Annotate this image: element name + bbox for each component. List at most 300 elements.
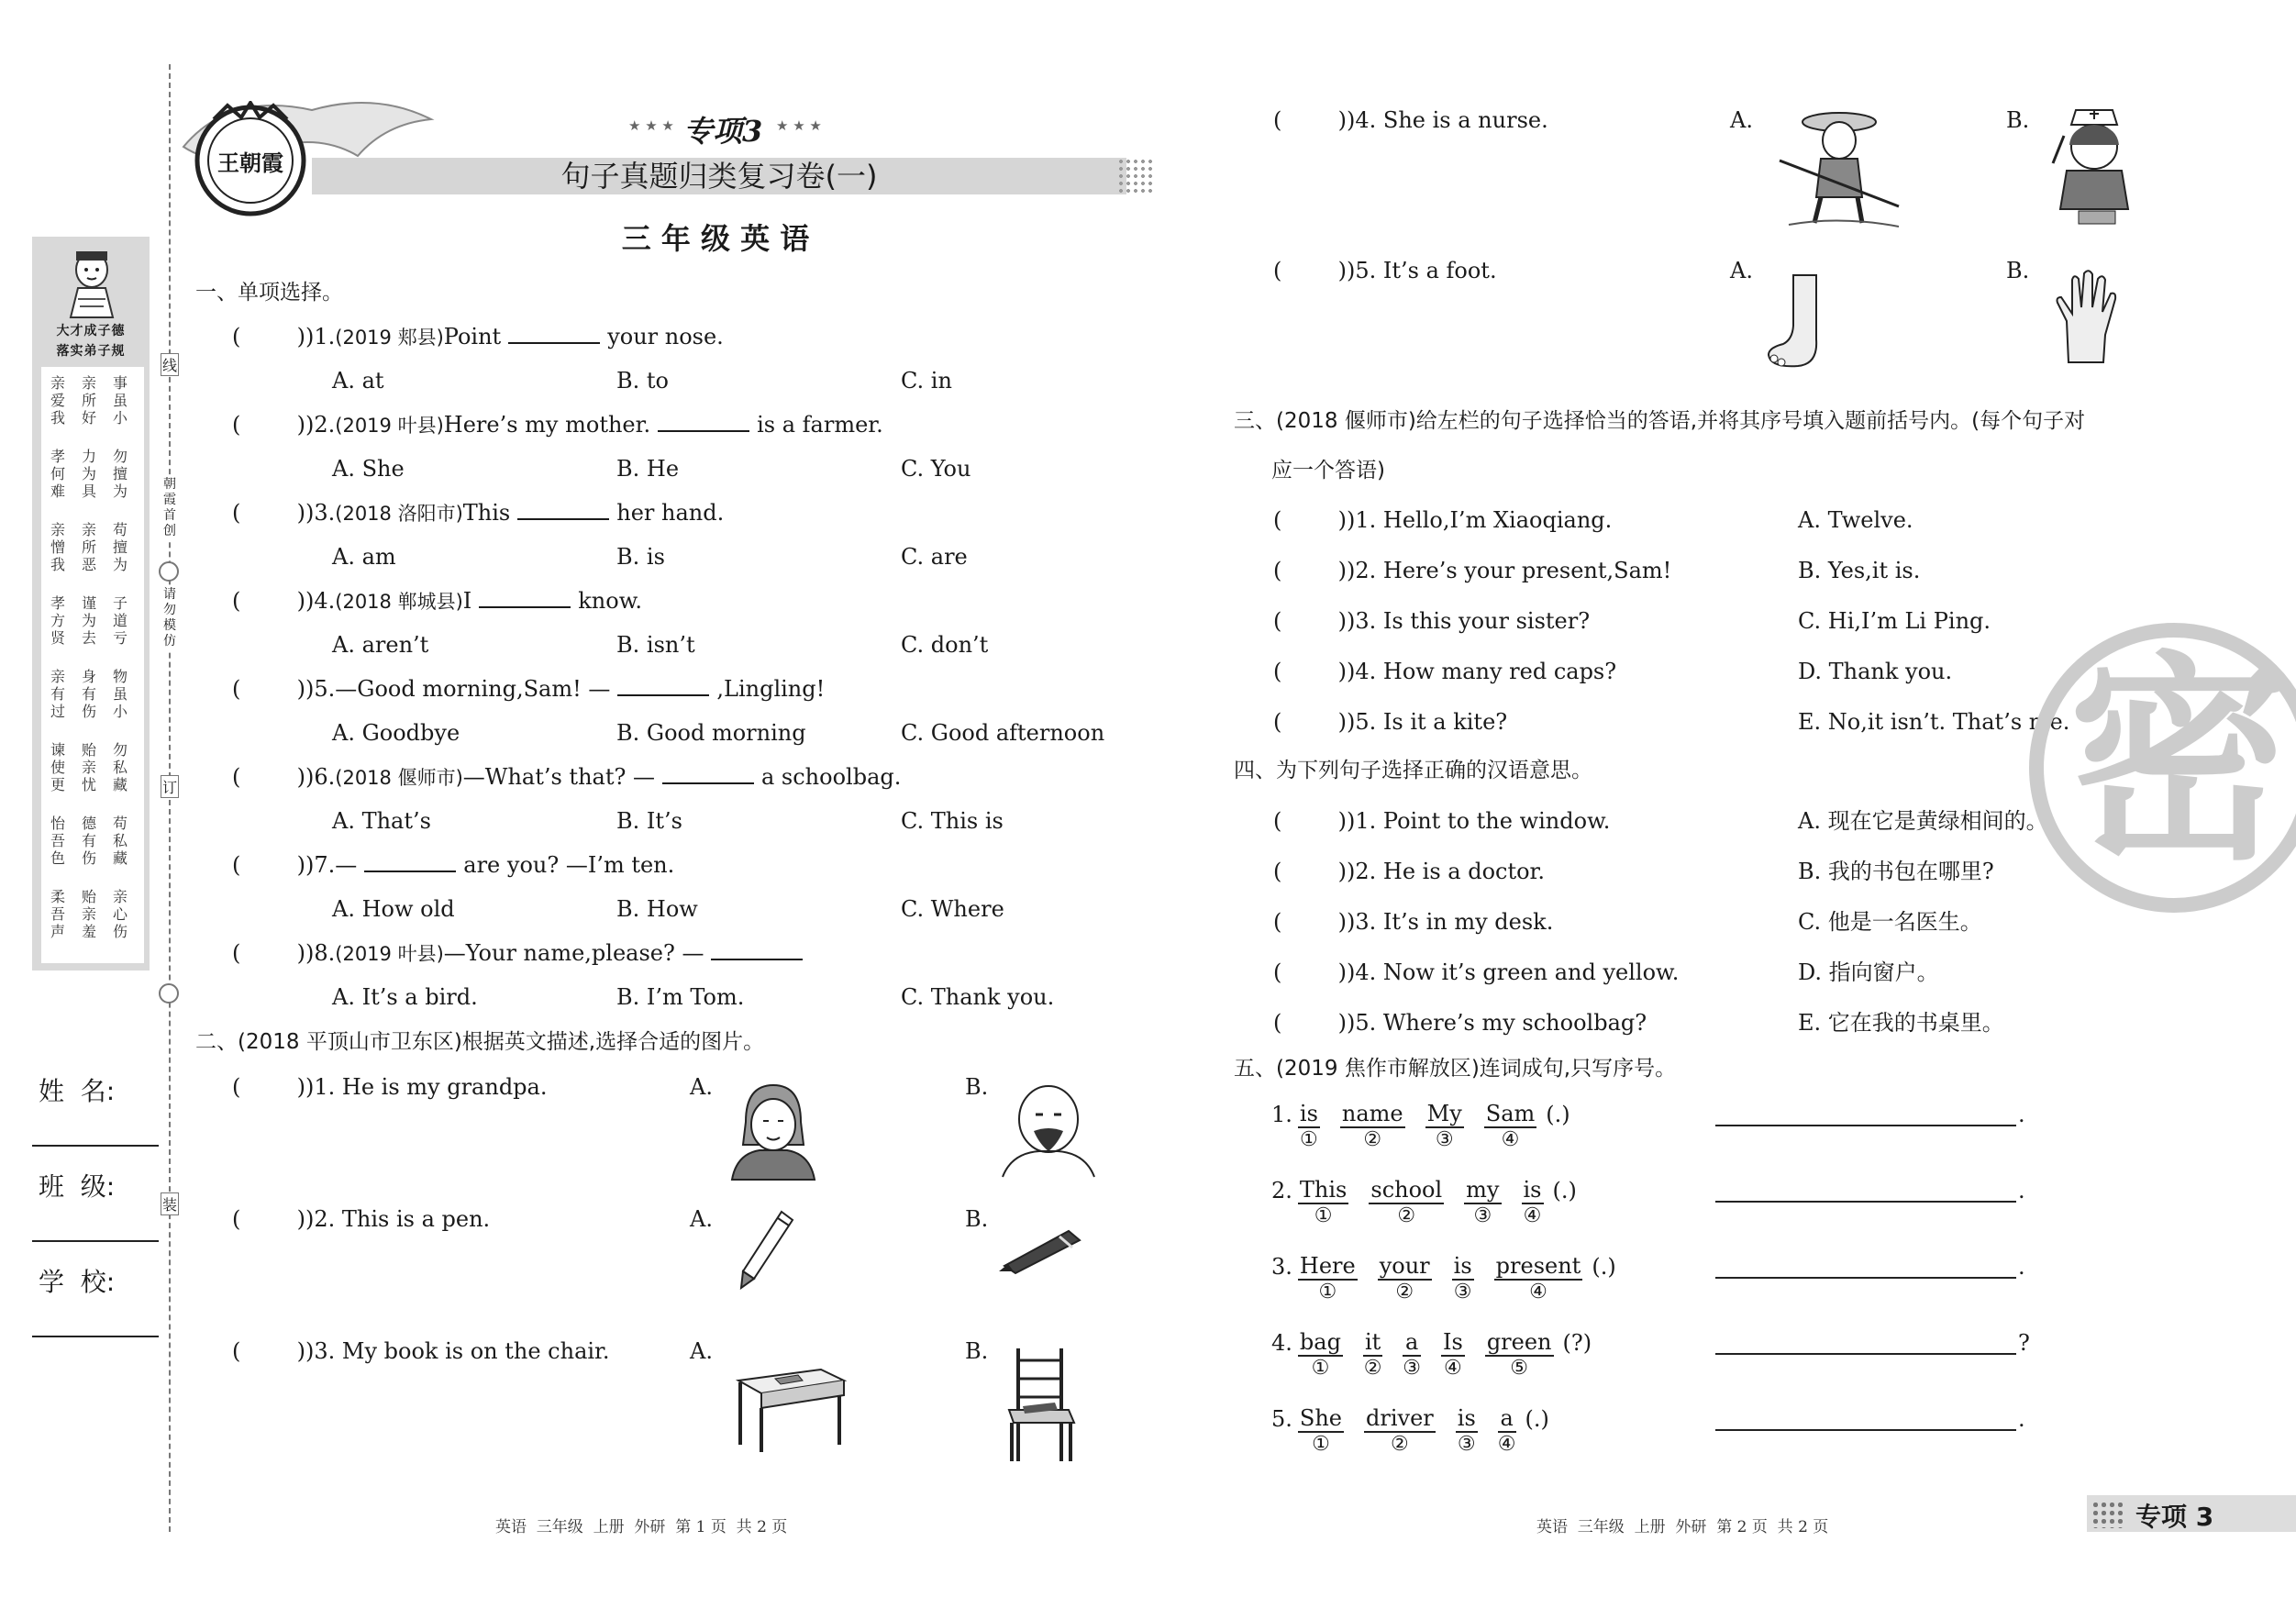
answer-blank[interactable] <box>1273 506 1347 534</box>
word-number: ④ <box>1501 1128 1520 1151</box>
page-title: 句子真题归类复习卷(一) <box>560 159 878 194</box>
word-text: bag <box>1299 1329 1341 1355</box>
word-text: my <box>1466 1177 1500 1203</box>
verse-column <box>80 594 98 647</box>
verse-char: 何 <box>50 465 65 482</box>
s1-q8-option-c[interactable]: C. Thank you. <box>901 984 1055 1010</box>
s1-q4-option-c[interactable]: C. don’t <box>901 632 989 658</box>
question-text-post: a schoolbag. <box>760 764 902 790</box>
verse-column <box>111 594 129 647</box>
answer-blank[interactable] <box>232 851 305 879</box>
word-number: ② <box>1391 1433 1409 1456</box>
verse-char: 吾 <box>50 832 65 849</box>
boy-reading-illustration <box>60 244 124 319</box>
s1-q8-option-a[interactable]: A. It’s a bird. <box>332 984 478 1010</box>
item-number: 3. <box>1271 1254 1292 1280</box>
verse-char: 身 <box>81 668 96 685</box>
pencil-picture <box>734 1207 798 1290</box>
question-text-pre: —Good morning,Sam! — <box>335 676 611 702</box>
s5-item-1 <box>1271 1101 1570 1152</box>
s1-q1-option-c[interactable]: C. in <box>901 368 952 394</box>
foot-picture <box>1761 271 1835 372</box>
scrambled-word <box>1378 1253 1432 1304</box>
fill-blank[interactable] <box>711 942 803 960</box>
verse-char: 怡 <box>50 815 65 832</box>
s1-q7-option-b[interactable]: B. How <box>616 896 698 922</box>
question-number: )5. <box>305 676 336 702</box>
verse-char: 难 <box>50 482 65 500</box>
verse-column <box>111 888 129 940</box>
verse-char: 亲 <box>81 374 96 392</box>
answer-blank[interactable] <box>1273 858 1347 885</box>
header-badge-stars-left: ★ ★ ★ <box>628 117 674 134</box>
verse-char: 为 <box>112 556 128 573</box>
word-text: your <box>1379 1253 1430 1279</box>
verse-char: 色 <box>50 849 65 867</box>
verse-char: 声 <box>50 923 65 940</box>
s2-item-2-a[interactable]: A. <box>690 1206 713 1232</box>
s5-item-2 <box>1271 1177 1577 1228</box>
verse-column <box>49 594 67 647</box>
s2-item-4: ( ))4. She is a nurse. <box>1273 106 1548 134</box>
section4-answer-5: E. 它在我的书桌里。 <box>1798 1010 2004 1036</box>
verse-char: 伤 <box>81 849 96 867</box>
verse-char: 去 <box>81 629 96 647</box>
sidebar-motto-1: 大才成子德 <box>56 324 126 338</box>
scrambled-word <box>1464 1177 1501 1228</box>
verse-char: 谏 <box>50 741 65 759</box>
word-text: present <box>1495 1253 1581 1279</box>
verse-char: 吾 <box>50 905 65 923</box>
answer-line[interactable] <box>1715 1201 2016 1203</box>
answer-blank[interactable] <box>1273 908 1347 936</box>
word-number: ② <box>1395 1281 1414 1303</box>
word-text: Is <box>1443 1329 1463 1355</box>
verse-char: 事 <box>112 374 128 392</box>
word-number: ① <box>1311 1357 1330 1380</box>
verse-char: 物 <box>112 668 128 685</box>
item-text: )3. It’s in my desk. <box>1347 909 1554 935</box>
question-text-pre: I <box>462 588 472 614</box>
hand-picture <box>2050 266 2124 367</box>
scrambled-word <box>1403 1329 1421 1381</box>
word-number: ② <box>1363 1357 1382 1380</box>
section3-answer-1: A. Twelve. <box>1798 507 1913 533</box>
verse-char: 伤 <box>112 923 128 940</box>
header-badge-stars-right: ★ ★ ★ <box>776 117 822 134</box>
verse-char: 使 <box>50 759 65 776</box>
verse-char: 为 <box>81 465 96 482</box>
fill-blank[interactable] <box>479 590 571 608</box>
word-number: ④ <box>1529 1281 1547 1303</box>
verse-char: 忧 <box>81 776 96 793</box>
section3-item-2 <box>1273 557 1671 584</box>
answer-blank[interactable] <box>232 323 305 350</box>
question-text-post: ,Lingling! <box>716 676 826 702</box>
question-text-post: your nose. <box>607 324 724 349</box>
verse-char: 道 <box>112 612 128 629</box>
fold-label-mount: 装 <box>161 1192 179 1215</box>
scrambled-word <box>1485 1329 1554 1381</box>
s1-q3-option-a[interactable]: A. am <box>332 544 396 570</box>
sidebar-motto-2: 落实弟子规 <box>56 344 126 359</box>
s1-question-2 <box>232 411 883 439</box>
fill-blank[interactable] <box>364 854 456 872</box>
header-badge: 专项3 <box>683 114 763 149</box>
s2-item-1-a[interactable]: A. <box>690 1074 713 1100</box>
verse-char: 私 <box>112 759 128 776</box>
answer-blank[interactable] <box>1273 557 1347 584</box>
grandpa-picture <box>993 1078 1104 1179</box>
s1-q5-option-a[interactable]: A. Goodbye <box>332 720 460 746</box>
verse-char: 有 <box>50 685 65 703</box>
section3-answer-2: B. Yes,it is. <box>1798 558 1921 583</box>
item-text: )4. How many red caps? <box>1347 659 1617 684</box>
s1-q7-option-a[interactable]: A. How old <box>332 896 455 922</box>
section5-heading: 五、(2019 焦作市解放区)连词成句,只写序号。 <box>1234 1057 1677 1081</box>
verse-column <box>49 815 67 867</box>
s1-q4-option-a[interactable]: A. aren’t <box>332 632 429 658</box>
answer-end-mark: . <box>2018 1254 2025 1280</box>
word-text: My <box>1426 1101 1462 1126</box>
word-number: ① <box>1312 1433 1330 1456</box>
verse-char: 为 <box>81 612 96 629</box>
section3-answer-4: D. Thank you. <box>1798 659 1953 684</box>
verse-column <box>80 741 98 793</box>
s1-question-7 <box>232 851 674 880</box>
word-number: ① <box>1314 1204 1333 1227</box>
grandma-picture <box>723 1081 824 1181</box>
verse-char: 小 <box>112 409 128 427</box>
word-text: is <box>1299 1101 1318 1126</box>
word-text: is <box>1523 1177 1542 1203</box>
section3-heading-1: 三、(2018 偃师市)给左栏的句子选择恰当的答语,并将其序号填入题前括号内。(每个句子对 <box>1234 409 2086 433</box>
scrambled-word <box>1340 1101 1405 1152</box>
answer-blank[interactable] <box>1273 257 1347 284</box>
name-input-line[interactable] <box>32 1145 159 1147</box>
fill-blank[interactable] <box>517 502 609 520</box>
item-number: 5. <box>1271 1406 1292 1432</box>
answer-blank[interactable] <box>232 675 305 703</box>
verse-column <box>111 521 129 573</box>
verse-column <box>80 448 98 500</box>
section3-item-1 <box>1273 506 1612 534</box>
word-number: ③ <box>1435 1128 1454 1151</box>
brand-logo-text: 王朝霞 <box>217 150 283 176</box>
section4-heading: 四、为下列句子选择正确的汉语意思。 <box>1234 759 1592 782</box>
verse-char: 方 <box>50 612 65 629</box>
s1-q2-option-a[interactable]: A. She <box>332 456 405 482</box>
fill-blank[interactable] <box>617 678 709 696</box>
school-input-line[interactable] <box>32 1336 159 1337</box>
word-text: is <box>1453 1253 1472 1279</box>
verse-char: 伤 <box>81 703 96 720</box>
question-number: )7. <box>305 852 336 878</box>
verse-char: 心 <box>112 905 128 923</box>
sidebar-verses <box>41 367 144 963</box>
word-text: driver <box>1366 1405 1434 1431</box>
question-text-pre: — <box>335 852 358 878</box>
answer-blank[interactable] <box>232 499 305 527</box>
footer-badge: 专项 3 <box>2135 1502 2214 1532</box>
book-on-chair-picture <box>1004 1344 1078 1463</box>
question-text-post: know. <box>578 588 643 614</box>
verse-char: 虽 <box>112 392 128 409</box>
verse-char: 孝 <box>50 594 65 612</box>
word-text: a <box>1498 1405 1516 1433</box>
verse-char: 柔 <box>50 888 65 905</box>
fold-label-line: 线 <box>161 353 179 376</box>
verse-char: 私 <box>112 832 128 849</box>
question-source: (2019 叶县) <box>335 415 444 437</box>
answer-end-mark: ? <box>2018 1330 2030 1356</box>
punctuation-hint: (.) <box>1546 1102 1570 1127</box>
sidebar-panel <box>32 237 150 970</box>
verse-char: 贻 <box>81 741 96 759</box>
punctuation-hint: (.) <box>1525 1406 1549 1432</box>
scrambled-word <box>1369 1177 1444 1228</box>
verse-char: 爱 <box>50 392 65 409</box>
question-source: (2018 洛阳市) <box>335 503 463 525</box>
punctuation-hint: (.) <box>1592 1254 1616 1280</box>
s2-item-4-a[interactable]: A. <box>1730 107 1753 133</box>
answer-line[interactable] <box>1715 1125 2016 1126</box>
s5-item-5 <box>1271 1405 1549 1457</box>
verse-column <box>80 815 98 867</box>
verse-char: 擅 <box>112 465 128 482</box>
verse-column <box>80 521 98 573</box>
answer-blank[interactable] <box>232 939 305 967</box>
item-text: )3. Is this your sister? <box>1347 608 1591 634</box>
scrambled-word <box>1498 1405 1516 1457</box>
fold-label-bind: 订 <box>161 775 179 798</box>
answer-blank[interactable] <box>232 1073 305 1101</box>
s1-q8-option-b[interactable]: B. I’m Tom. <box>616 984 745 1010</box>
verse-char: 小 <box>112 703 128 720</box>
page-subtitle: 三 年 级 英 语 <box>621 221 810 256</box>
fold-label-noimitate: 请勿模仿 <box>160 587 180 649</box>
s1-q6-option-a[interactable]: A. That’s <box>332 808 431 834</box>
answer-blank[interactable] <box>232 587 305 615</box>
item-text: )1. Point to the window. <box>1347 808 1611 834</box>
scrambled-word <box>1456 1405 1478 1457</box>
verse-char: 亲 <box>81 905 96 923</box>
question-number: )1. <box>305 324 336 349</box>
item-text: )5. Is it a kite? <box>1347 709 1508 735</box>
answer-blank[interactable] <box>232 1205 305 1233</box>
word-text: She <box>1299 1405 1343 1431</box>
verse-char: 憎 <box>50 538 65 556</box>
s2-item-2-b[interactable]: B. <box>965 1206 989 1232</box>
section4-item-4 <box>1273 959 1679 986</box>
section3-answer-5: E. No,it isn’t. That’s me. <box>1798 709 2070 735</box>
word-number: ② <box>1397 1204 1416 1227</box>
s1-question-5 <box>232 675 825 704</box>
word-text: This <box>1299 1177 1348 1203</box>
s1-q5-option-c[interactable]: C. Good afternoon <box>901 720 1105 746</box>
scrambled-word <box>1452 1253 1474 1304</box>
answer-end-mark: . <box>2018 1102 2025 1127</box>
s1-q2-option-b[interactable]: B. He <box>616 456 680 482</box>
s2-item-2: ( ))2. This is a pen. <box>232 1205 490 1233</box>
question-source: (2018 郸城县) <box>335 591 463 613</box>
verse-char: 过 <box>50 703 65 720</box>
answer-blank[interactable] <box>1273 959 1347 986</box>
fill-blank[interactable] <box>508 326 600 344</box>
item-text: )5. Where’s my schoolbag? <box>1347 1010 1647 1036</box>
s1-q4-option-b[interactable]: B. isn’t <box>616 632 695 658</box>
scrambled-word <box>1364 1405 1436 1457</box>
fill-blank[interactable] <box>658 414 749 432</box>
s2-item-4-b[interactable]: B. <box>2006 107 2030 133</box>
s1-question-4 <box>232 587 642 616</box>
s2-item-3: ( ))3. My book is on the chair. <box>232 1337 610 1365</box>
pen-picture <box>995 1220 1087 1275</box>
verse-char: 亲 <box>50 374 65 392</box>
verse-char: 所 <box>81 538 96 556</box>
book-on-desk-picture <box>729 1353 849 1454</box>
verse-char: 德 <box>81 815 96 832</box>
word-text: green <box>1486 1329 1552 1355</box>
item-text: )1. Hello,I’m Xiaoqiang. <box>1347 507 1613 533</box>
answer-blank[interactable] <box>1273 106 1347 134</box>
section3-item-5 <box>1273 708 1507 736</box>
s1-q1-option-a[interactable]: A. at <box>332 368 384 394</box>
word-text: Sam <box>1485 1101 1536 1126</box>
verse-char: 好 <box>81 409 96 427</box>
verse-char: 虽 <box>112 685 128 703</box>
verse-char: 亲 <box>112 888 128 905</box>
answer-blank[interactable] <box>1273 708 1347 736</box>
word-number: ④ <box>1523 1204 1542 1227</box>
verse-char: 藏 <box>112 849 128 867</box>
footer-right: 英语 三年级 上册 外研 第 2 页 共 2 页 <box>1536 1518 1829 1536</box>
item-number: 4. <box>1271 1330 1292 1356</box>
scrambled-word <box>1298 1101 1320 1152</box>
word-number: ① <box>1318 1281 1337 1303</box>
word-text: is <box>1457 1405 1476 1431</box>
question-source: (2019 叶县) <box>335 943 444 965</box>
verse-char: 亏 <box>112 629 128 647</box>
verse-column <box>80 374 98 427</box>
verse-column <box>111 815 129 867</box>
fold-label-original: 朝霞首创 <box>160 477 180 539</box>
section1-heading: 一、单项选择。 <box>195 281 343 305</box>
word-number: ④ <box>1444 1357 1462 1380</box>
s1-q3-option-b[interactable]: B. is <box>616 544 665 570</box>
s1-question-8 <box>232 939 810 968</box>
s1-q2-option-c[interactable]: C. You <box>901 456 971 482</box>
s2-item-5-b[interactable]: B. <box>2006 258 2030 283</box>
scrambled-word <box>1484 1101 1537 1152</box>
word-number: ③ <box>1457 1433 1476 1456</box>
verse-column <box>49 668 67 720</box>
question-text-pre: Point <box>443 324 502 349</box>
word-text: school <box>1370 1177 1443 1203</box>
s1-q6-option-c[interactable]: C. This is <box>901 808 1004 834</box>
s1-q7-option-c[interactable]: C. Where <box>901 896 1004 922</box>
question-number: )3. <box>305 500 336 526</box>
word-number: ① <box>1300 1128 1318 1151</box>
s2-item-3-b[interactable]: B. <box>965 1338 989 1364</box>
question-number: )2. <box>305 412 336 438</box>
verse-char: 勿 <box>112 741 128 759</box>
class-input-line[interactable] <box>32 1240 159 1242</box>
verse-char: 孝 <box>50 448 65 465</box>
answer-blank[interactable] <box>1273 1009 1347 1037</box>
question-text-post: her hand. <box>616 500 725 526</box>
section4-item-1 <box>1273 807 1610 835</box>
word-number: ④ <box>1497 1433 1516 1456</box>
scrambled-word <box>1363 1329 1382 1381</box>
scrambled-word <box>1298 1405 1344 1457</box>
verse-char: 贤 <box>50 629 65 647</box>
verse-column <box>111 741 129 793</box>
question-number: )6. <box>305 764 336 790</box>
word-number: ⑤ <box>1510 1357 1529 1380</box>
verse-char: 子 <box>112 594 128 612</box>
s1-q6-option-b[interactable]: B. It’s <box>616 808 682 834</box>
s1-q5-option-b[interactable]: B. Good morning <box>616 720 806 746</box>
scrambled-word <box>1298 1329 1343 1381</box>
answer-line[interactable] <box>1715 1277 2016 1279</box>
word-text: name <box>1341 1101 1403 1126</box>
binding-dashed-line <box>169 64 171 1532</box>
word-number: ③ <box>1453 1281 1472 1303</box>
answer-blank[interactable] <box>232 763 305 791</box>
section4-answer-3: C. 他是一名医生。 <box>1798 909 1982 935</box>
s1-question-3 <box>232 499 724 527</box>
answer-line[interactable] <box>1715 1353 2016 1355</box>
answer-blank[interactable] <box>232 411 305 438</box>
verse-column <box>49 448 67 500</box>
answer-blank[interactable] <box>1273 607 1347 635</box>
class-label: 班 级: <box>39 1171 116 1202</box>
verse-char: 亲 <box>50 668 65 685</box>
s2-item-1-b[interactable]: B. <box>965 1074 989 1100</box>
question-text-pre: —What’s that? — <box>462 764 655 790</box>
s1-question-1 <box>232 323 724 351</box>
verse-column <box>49 374 67 427</box>
verse-column <box>80 668 98 720</box>
verse-char: 我 <box>50 409 65 427</box>
verse-char: 力 <box>81 448 96 465</box>
verse-column <box>80 888 98 940</box>
s2-item-5-a[interactable]: A. <box>1730 258 1753 283</box>
s1-q1-option-b[interactable]: B. to <box>616 368 669 394</box>
verse-char: 贻 <box>81 888 96 905</box>
word-number: ③ <box>1473 1204 1492 1227</box>
section4-answer-4: D. 指向窗户。 <box>1798 959 1939 985</box>
answer-line[interactable] <box>1715 1429 2016 1431</box>
item-text: )2. He is a doctor. <box>1347 859 1546 884</box>
answer-blank[interactable] <box>232 1337 305 1365</box>
answer-blank[interactable] <box>1273 807 1347 835</box>
confidential-stamp-char: 密 <box>2069 633 2290 890</box>
s1-q3-option-c[interactable]: C. are <box>901 544 968 570</box>
verse-char: 苟 <box>112 815 128 832</box>
verse-char: 藏 <box>112 776 128 793</box>
item-number: 2. <box>1271 1178 1292 1203</box>
question-text-pre: Here’s my mother. <box>443 412 651 438</box>
s2-item-3-a[interactable]: A. <box>690 1338 713 1364</box>
verse-char: 亲 <box>50 521 65 538</box>
scrambled-word <box>1425 1101 1464 1152</box>
question-text-pre: —Your name,please? — <box>443 940 704 966</box>
section4-item-2 <box>1273 858 1545 885</box>
fill-blank[interactable] <box>662 766 754 784</box>
answer-blank[interactable] <box>1273 658 1347 685</box>
